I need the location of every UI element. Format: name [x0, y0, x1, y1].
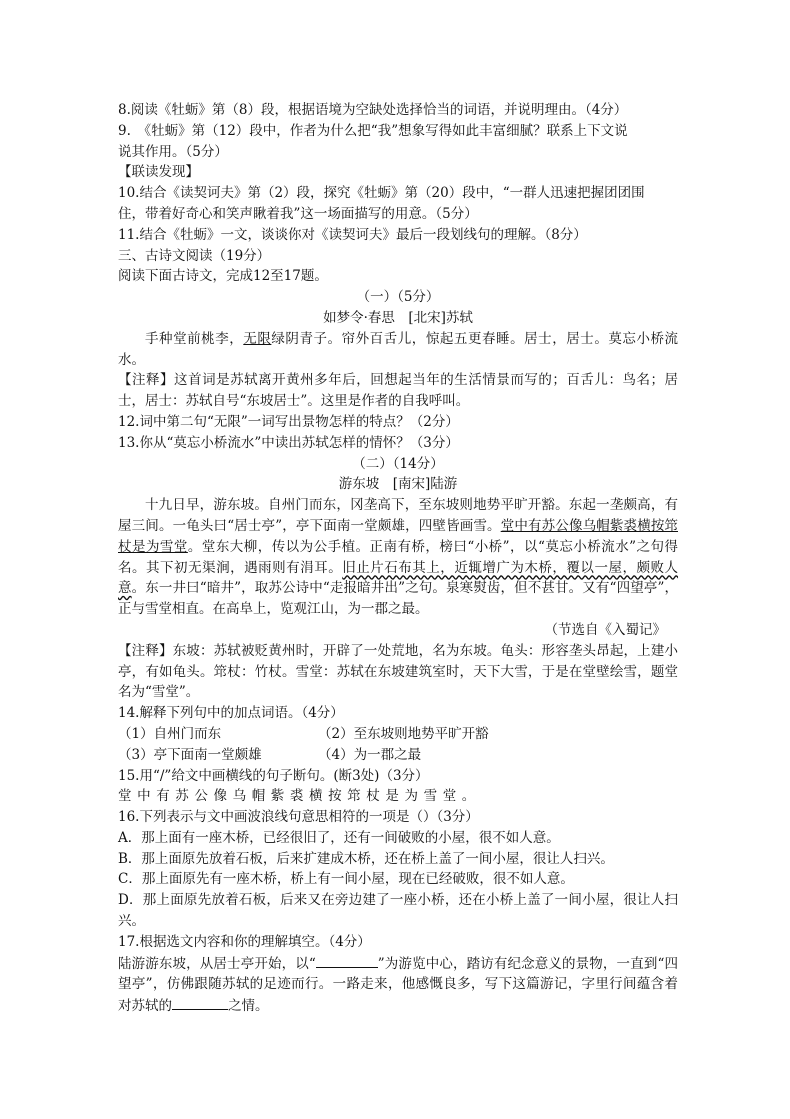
question-14-row1 — [118, 724, 678, 745]
section-3-heading: 三、古诗文阅读（19分） — [118, 247, 271, 264]
question-14-stem: 14.解释下列句中的加点词语。（4分） — [118, 705, 344, 722]
q16-option-c: C．那上面原先有一座木桥，桥上有一间小屋，现在已经破败，很不如人意。 — [118, 871, 574, 888]
prose-text-a: 十九日早，游东坡。自州门而东，冈垄高下，至东坡则地势平旷开豁。东起一垄颇高，有屋三间。一龟头曰“居士亭”，亭下面南一堂颇雄，四壁皆画雪。 — [118, 497, 678, 534]
question-16-stem: 16.下列表示与文中画波浪线句意思相符的一项是（）（3分） — [118, 809, 479, 826]
question-10-line2: 住，带着好奇心和笑声瞅着我”这一场面描写的用意。（5分） — [118, 205, 478, 222]
q16-option-d: D．那上面原先放着石板，后来又在旁边建了一座小桥，还在小桥上盖了一间小屋，很让人扫兴。 — [118, 892, 678, 930]
q14-option-1: （1）自州门而东 — [118, 725, 222, 742]
q14-option-3: （3）亭下面南一堂颇雄 — [118, 746, 262, 763]
prose-wavy-sentence: 旧止片石布其上，近辄增广为木桥，覆以一屋，颇败人意 — [118, 559, 679, 597]
question-9-line2: 说其作用。（5分） — [118, 143, 228, 160]
reading-intro: 阅读下面古诗文，完成12至17题。 — [118, 268, 328, 285]
question-14-row2 — [118, 745, 678, 766]
question-9-line1: 9. 《牡蛎》第（12）段中，作者为什么把“我”想象写得如此丰富细腻？联系上下文说 — [118, 122, 628, 139]
part-2-heading: （二）（14分） — [352, 455, 444, 472]
prose-title: 游东坡 [南宋]陆游 — [338, 476, 458, 493]
prose-underlined-sentence: 堂中有苏公像乌帽紫裘横按筇杖是为雪堂 — [118, 517, 678, 555]
section-link-heading: 【联读发现】 — [118, 164, 199, 181]
poem-underlined-word: 无限 — [243, 330, 272, 347]
question-17-stem: 17.根据选文内容和你的理解填空。（4分） — [118, 933, 371, 950]
poem-text-a: 手种堂前桃李， — [145, 330, 244, 347]
question-12: 12.词中第二句“无限”一词写出景物怎样的特点？（2分） — [118, 413, 459, 430]
poem-text-b: 绿阴青子。帘外百舌儿，惊起五更春睡。居士，居士。莫忘小桥流水。 — [118, 330, 679, 368]
poem-note: 【注释】这首词是苏轼离开黄州多年后，回想起当年的生活情景而写的；百舌儿：鸟名；居士，居士：苏轼自号“东坡居士”。这里是作者的自我呼叫。 — [118, 372, 678, 410]
part-1-heading: （一）（5分） — [356, 289, 440, 306]
prose-note: 【注释】东坡：苏轼被贬黄州时，开辟了一处荒地，名为东坡。龟头：形容垄头昂起，上建小亭，有如龟头。筇杖：竹杖。雪堂：苏轼在东坡建筑室时，天下大雪，于是在堂壁绘雪，题堂名为“雪堂”。 — [118, 642, 678, 701]
q16-option-a: A．那上面有一座木桥，已经很旧了，还有一间破败的小屋，很不如人意。 — [118, 829, 560, 846]
q17-text-3: 之情。 — [228, 998, 269, 1015]
question-10-line1: 10.结合《读契诃夫》第（2）段，探究《牡蛎》第（20）段中，“一群人迅速把握团团围 — [118, 185, 645, 202]
question-17-text — [118, 953, 678, 1017]
document-page — [118, 100, 678, 1017]
q17-blank-1[interactable] — [316, 953, 378, 968]
q17-text-2: ”为游览中心，踏访有纪念意义的景物，一直到“四望亭”，仿佛跟随苏轼的足迹而行。一路走来，他感慨良多，写下这篇游记，字里行间蕴含着对苏轼的 — [118, 955, 678, 1015]
prose-passage — [118, 495, 678, 620]
q16-option-b: B．那上面原先放着石板，后来扩建成木桥，还在桥上盖了一间小屋，很让人扫兴。 — [118, 850, 614, 867]
question-13: 13.你从“莫忘小桥流水”中读出苏轼怎样的情怀？（3分） — [118, 434, 459, 451]
prose-source: （节选自《入蜀记》 — [544, 621, 666, 638]
q14-option-2: （2）至东坡则地势平旷开豁 — [318, 725, 489, 742]
q17-blank-2[interactable] — [172, 995, 228, 1010]
question-8: 8.阅读《牡蛎》第（8）段，根据语境为空缺处选择恰当的词语，并说明理由。（4分） — [118, 102, 628, 118]
prose-text-b: 。堂东大柳，传以为公手植。正南有桥，榜曰“小桥”，以“莫忘小桥流水”之句得名。其下初无渠涧，遇雨则有涓耳。 — [118, 538, 679, 576]
q14-option-4: （4）为一郡之最 — [318, 746, 422, 763]
prose-text-c: 。东一井曰“暗井”，取苏公诗中“走报暗井出”之句。泉寒熨齿，但不甚甘。又有“四望亭”，正与雪堂相直。在高阜上，览观江山，为一郡之最。 — [118, 580, 678, 618]
poem-title: 如梦令·春思 [北宋]苏轼 — [323, 309, 473, 326]
question-11: 11.结合《牡蛎》一文，谈谈你对《读契诃夫》最后一段划线句的理解。（8分） — [118, 226, 587, 243]
q17-text-1: 陆游游东坡，从居士亭开始，以“ — [118, 955, 316, 972]
question-15-stem: 15.用“/”给文中画横线的句子断句。(断3处)（3分） — [118, 767, 429, 784]
question-15-sentence: 堂中有苏公像乌帽紫裘横按筇杖是为雪堂。 — [118, 788, 481, 805]
poem-text — [118, 329, 678, 371]
